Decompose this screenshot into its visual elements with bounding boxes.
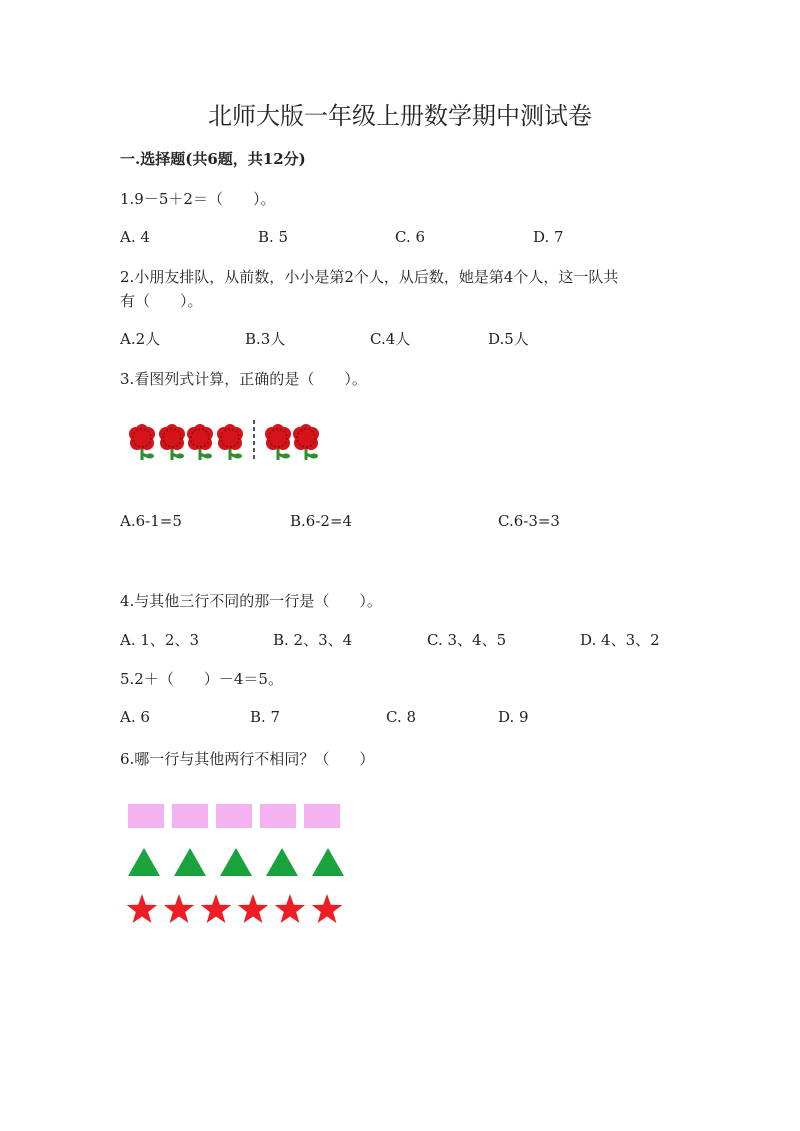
question-5-option-c[interactable]: C. 8 [386,708,417,726]
triangle-shape [266,848,298,876]
question-6-text: 6.哪一行与其他两行不相同？（ ） [120,750,375,768]
star-shape [164,894,194,923]
question-3-text: 3.看图列式计算，正确的是（ ）。 [120,370,367,388]
triangle-shape [128,848,160,876]
section-heading: 一.选择题(共6题，共12分) [120,150,306,168]
question-1-text: 1.9－5＋2＝（ ）。 [120,190,276,208]
question-4-text: 4.与其他三行不同的那一行是（ ）。 [120,592,382,610]
shapes-image [120,798,360,918]
question-3-option-b[interactable]: B.6-2=4 [290,512,353,530]
question-1-option-b[interactable]: B. 5 [258,228,289,246]
question-2-text-line2: 有（ ）。 [120,292,203,310]
question-5-option-d[interactable]: D. 9 [498,708,529,726]
question-4-option-b[interactable]: B. 2、3、4 [273,631,353,649]
triangle-shape [220,848,252,876]
question-3-option-c[interactable]: C.6-3=3 [498,512,560,530]
question-2-option-d[interactable]: D.5人 [488,330,529,348]
question-2-text-line1: 2.小朋友排队，从前数，小小是第2个人，从后数，她是第4个人，这一队共 [120,268,619,286]
flower [293,424,319,460]
flower [129,424,155,460]
question-4-option-c[interactable]: C. 3、4、5 [427,631,507,649]
star-shape [312,894,342,923]
question-4-option-a[interactable]: A. 1、2、3 [120,631,199,649]
flower [265,424,291,460]
flower [187,424,213,460]
star-shape [127,894,157,923]
question-3-option-a[interactable]: A.6-1=5 [120,512,182,530]
square-shape [128,804,164,828]
star-shape [275,894,305,923]
question-2-option-b[interactable]: B.3人 [245,330,286,348]
question-5-text: 5.2＋（ ）－4＝5。 [120,670,283,688]
question-5-option-a[interactable]: A. 6 [120,708,150,726]
question-1-option-d[interactable]: D. 7 [533,228,564,246]
question-4-option-d[interactable]: D. 4、3、2 [580,631,660,649]
square-shape [304,804,340,828]
square-shape [216,804,252,828]
page-title: 北师大版一年级上册数学期中测试卷 [208,102,592,130]
question-5-option-b[interactable]: B. 7 [250,708,281,726]
triangle-shape [174,848,206,876]
question-1-option-c[interactable]: C. 6 [395,228,426,246]
question-1-option-a[interactable]: A. 4 [120,228,150,246]
flower [159,424,185,460]
flower [217,424,243,460]
triangle-shape [312,848,344,876]
question-2-option-a[interactable]: A.2人 [120,330,161,348]
question-2-option-c[interactable]: C.4人 [370,330,411,348]
flowers-image [120,420,330,470]
square-shape [260,804,296,828]
star-shape [201,894,231,923]
star-shape [238,894,268,923]
square-shape [172,804,208,828]
